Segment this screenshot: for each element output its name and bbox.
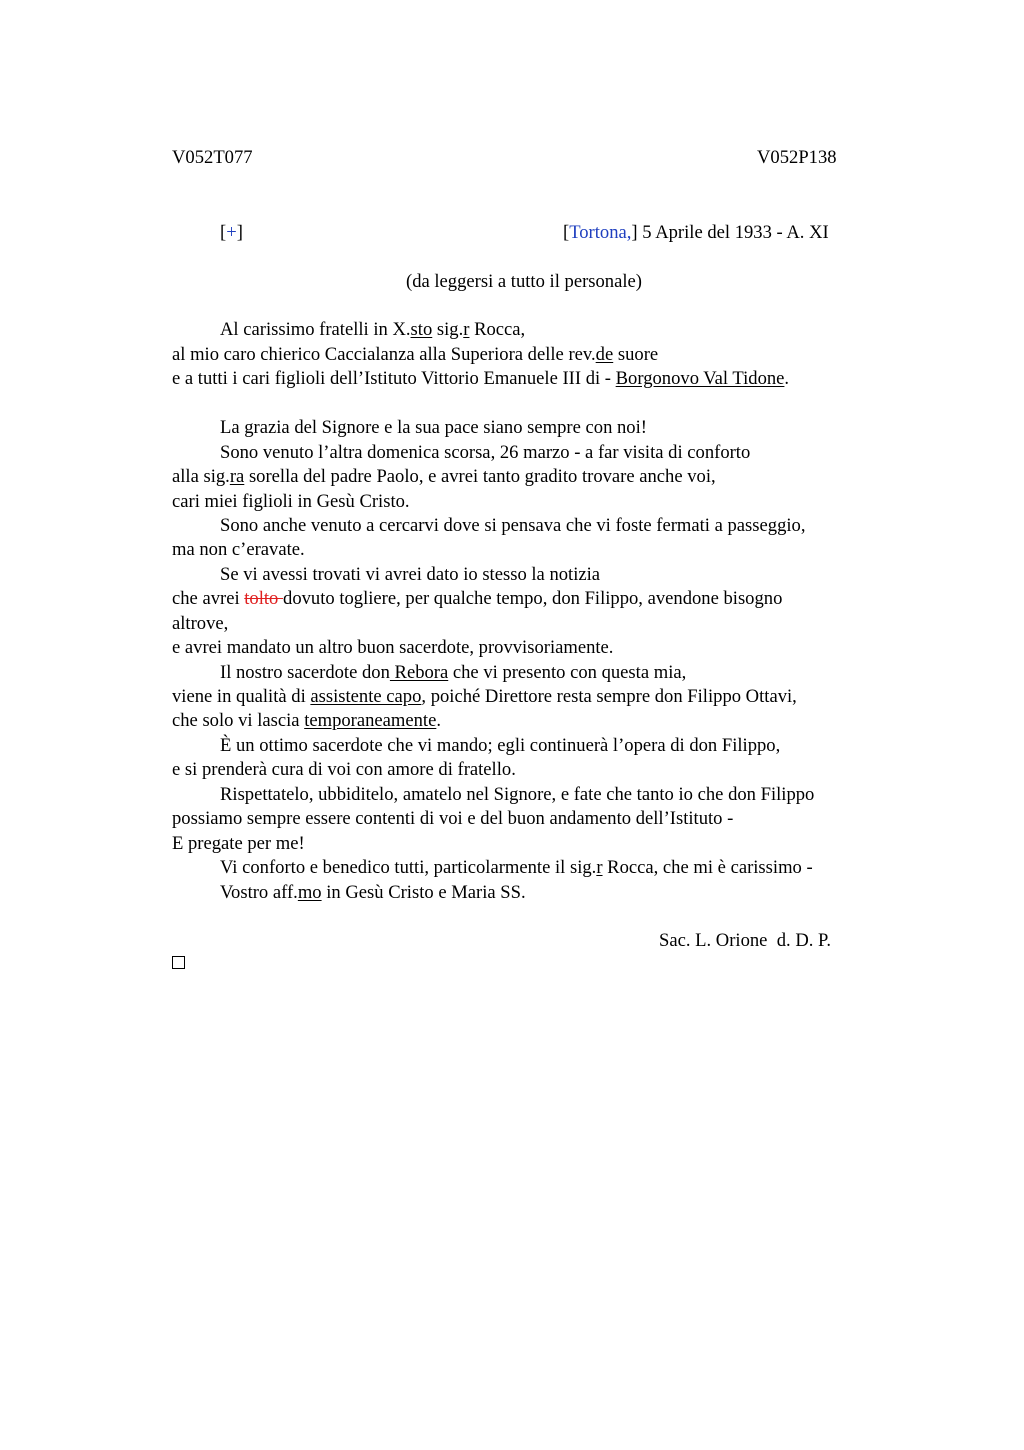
body-line: e si prenderà cura di voi con amore di fratello.	[172, 759, 516, 780]
subtitle: (da leggersi a tutto il personale)	[406, 271, 642, 292]
body-line: cari miei figlioli in Gesù Cristo.	[172, 491, 410, 512]
place-name: Tortona,	[569, 222, 632, 243]
body-line: E pregate per me!	[172, 833, 305, 854]
body-line: Sono venuto l’altra domenica scorsa, 26 marzo - a far visita di conforto	[220, 442, 751, 463]
body-line: Il nostro sacerdote don Rebora che vi presento con questa mia,	[220, 662, 687, 683]
signature: Sac. L. Orione d. D. P.	[659, 930, 831, 951]
doc-code-left-text: V052T077	[172, 147, 253, 168]
end-box-icon	[172, 956, 185, 969]
body-line: Se vi avessi trovati vi avrei dato io stesso la notizia	[220, 564, 601, 585]
body-line: Rispettatelo, ubbiditelo, amatelo nel Signore, e fate che tanto io che don Filippo	[220, 784, 815, 805]
address-line-2: al mio caro chierico Caccialanza alla Superiora delle rev.de suore	[172, 344, 659, 365]
address-line-1: Al carissimo fratelli in X.sto sig.r Rocca,	[220, 319, 526, 340]
body-line: e avrei mandato un altro buon sacerdote, provvisoriamente.	[172, 637, 614, 658]
body-line: che avrei tolto dovuto togliere, per qualche tempo, don Filippo, avendone bisogno	[172, 588, 783, 609]
address-line-3: e a tutti i cari figlioli dell’Istituto Vittorio Emanuele III di - Borgonovo Val Tidone.	[172, 368, 790, 389]
body-line: possiamo sempre essere contenti di voi e del buon andamento dell’Istituto -	[172, 808, 734, 829]
body-line: La grazia del Signore e la sua pace siano sempre con noi!	[220, 417, 647, 438]
doc-code-right-text: V052P138	[757, 147, 837, 168]
body-line: Vi conforto e benedico tutti, particolarmente il sig.r Rocca, che mi è carissimo -	[220, 857, 813, 878]
closing-line: Vostro aff.mo in Gesù Cristo e Maria SS.	[220, 882, 526, 903]
body-line: ma non c’eravate.	[172, 539, 305, 560]
body-line: alla sig.ra sorella del padre Paolo, e avrei tanto gradito trovare anche voi,	[172, 466, 716, 487]
dateline: [Tortona,] 5 Aprile del 1933 - A. XI	[563, 222, 829, 243]
date-text: 5 Aprile del 1933 - A. XI	[637, 222, 829, 243]
body-line: Sono anche venuto a cercarvi dove si pensava che vi foste fermati a passeggio,	[220, 515, 806, 536]
struck-word: tolto	[244, 588, 284, 609]
body-line: viene in qualità di assistente capo, poiché Direttore resta sempre don Filippo Ottavi,	[172, 686, 797, 707]
doc-code-right	[757, 146, 837, 170]
body-line: che solo vi lascia temporaneamente.	[172, 710, 441, 731]
cross-symbol: +	[226, 222, 237, 243]
body-line: È un ottimo sacerdote che vi mando; egli continuerà l’opera di don Filippo,	[220, 735, 781, 756]
body-line: altrove,	[172, 613, 229, 634]
cross-mark: [+]	[220, 222, 243, 243]
doc-code-left	[172, 146, 253, 170]
